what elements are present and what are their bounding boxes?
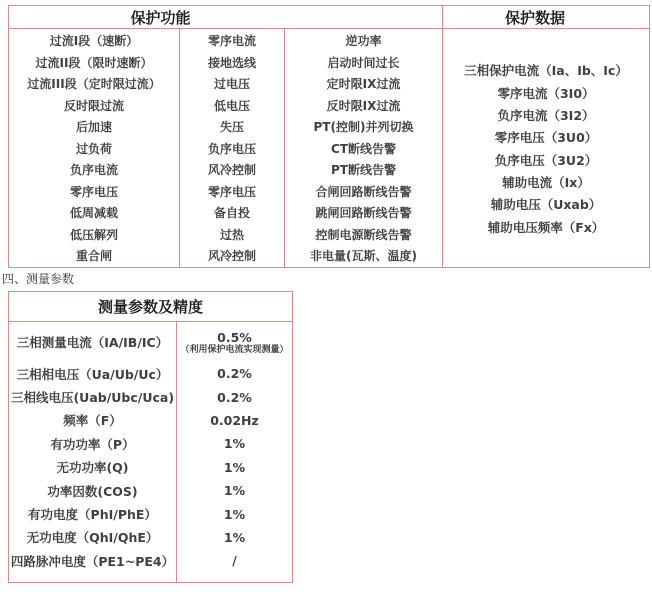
- protection-item: 过热: [219, 227, 244, 242]
- measurement-param-empty: [9, 573, 177, 582]
- protection-item: 反时限IX过流: [326, 98, 401, 113]
- protection-item: PT(控制)并列切换: [313, 120, 414, 135]
- protection-item: 风冷控制: [207, 163, 256, 178]
- protection-data-column: [443, 29, 649, 267]
- protection-item: 失压: [219, 120, 244, 135]
- measurement-param: 有功电度（PhI/PhE）: [9, 502, 177, 525]
- protection-item: 非电量(瓦斯、温度): [310, 249, 417, 264]
- measurement-value-cell: [177, 322, 292, 362]
- protection-table-header-row: [9, 6, 649, 29]
- protection-data-item: 负序电流（3I2）: [497, 107, 595, 123]
- measurement-param: 有功功率（P）: [9, 432, 177, 455]
- protection-item: 逆功率: [345, 34, 382, 49]
- protection-functions-column-1: [9, 29, 180, 267]
- measurement-value: 0.5%: [217, 329, 252, 345]
- protection-item: 接地选线: [207, 55, 256, 70]
- measurement-row: [9, 456, 292, 479]
- protection-functions-column-2: [180, 29, 285, 267]
- protection-item: 控制电源断线告警: [315, 227, 412, 242]
- measurement-param: 无功电度（QhI/QhE）: [9, 526, 177, 549]
- protection-data-item: 三相保护电流（Ia、Ib、Ic）: [464, 63, 628, 79]
- measurement-row: [9, 409, 292, 432]
- protection-functions-column-3: [285, 29, 443, 267]
- protection-data-item: 负序电压（3U2）: [494, 152, 598, 168]
- protection-data-item: 辅助电流（Ix）: [502, 175, 590, 191]
- protection-data-item: 零序电流（3I0）: [497, 85, 595, 101]
- protection-item: 备自投: [213, 206, 250, 221]
- measurement-table-filler-row: [9, 573, 292, 582]
- protection-item: CT断线告警: [331, 141, 396, 156]
- measurement-value: /: [232, 553, 237, 569]
- measurement-row: [9, 432, 292, 455]
- measurement-value: 1%: [223, 529, 246, 545]
- measurement-value: 0.2%: [217, 366, 252, 382]
- protection-item: 重合闸: [75, 249, 112, 264]
- measurement-value: 1%: [223, 436, 246, 452]
- measurement-value: 1%: [223, 459, 246, 475]
- measurement-table-header: 测量参数及精度: [9, 292, 292, 322]
- measurement-value-empty: [177, 573, 292, 582]
- protection-item: 负序电流: [69, 163, 118, 178]
- measurement-value: 1%: [223, 483, 246, 499]
- measurement-row: [9, 385, 292, 408]
- protection-item: 过流I段（速断）: [49, 34, 139, 49]
- protection-item: 过负荷: [75, 141, 112, 156]
- protection-data-item: 辅助电压频率（Fx）: [487, 219, 605, 235]
- measurement-param: 三相线电压(Uab/Ubc/Uca): [9, 385, 177, 408]
- protection-item: PT断线告警: [331, 163, 396, 178]
- protection-item: 合闸回路断线告警: [315, 184, 412, 199]
- measurement-value-note: （利用保护电流实现测量）: [180, 344, 289, 355]
- protection-item: 风冷控制: [207, 249, 256, 264]
- measurement-param: 频率（F）: [9, 409, 177, 432]
- protection-item: 零序电压: [69, 184, 118, 199]
- measurement-param: 功率因数(COS): [9, 479, 177, 502]
- protection-item: 定时限IX过流: [326, 77, 401, 92]
- protection-item: 后加速: [75, 120, 112, 135]
- protection-data-item: 零序电压（3U0）: [494, 130, 598, 146]
- section-label: 四、测量参数: [2, 272, 75, 286]
- protection-item: 低周减载: [69, 206, 118, 221]
- protection-functions-header: 保护功能: [9, 6, 443, 28]
- protection-item: 零序电压: [207, 184, 256, 199]
- measurement-param: 四路脉冲电度（PE1~PE4）: [9, 549, 177, 572]
- protection-data-header: 保护数据: [504, 8, 565, 27]
- protection-item: 过流II段（限时速断）: [35, 55, 153, 70]
- measurement-row: [9, 479, 292, 502]
- protection-item: 过电压: [213, 77, 250, 92]
- measurement-value: 0.02Hz: [210, 412, 259, 428]
- protection-data-item: 辅助电压（Uxab）: [490, 197, 602, 213]
- measurement-param: 三相相电压（Ua/Ub/Uc）: [9, 362, 177, 385]
- measurement-table: [8, 291, 293, 583]
- measurement-row: [9, 502, 292, 525]
- protection-item: 跳闸回路断线告警: [315, 206, 412, 221]
- measurement-row: [9, 362, 292, 385]
- protection-item: 反时限过流: [63, 98, 124, 113]
- protection-item: 启动时间过长: [327, 55, 400, 70]
- measurement-row: [9, 549, 292, 572]
- protection-table-body: [9, 29, 649, 267]
- measurement-value: 1%: [223, 506, 246, 522]
- protection-item: 零序电流: [207, 34, 256, 49]
- measurement-value: 0.2%: [217, 389, 252, 405]
- protection-item: 负序电压: [207, 141, 256, 156]
- measurement-row: [9, 526, 292, 549]
- measurement-param: 无功功率(Q): [9, 456, 177, 479]
- protection-table: [8, 5, 650, 268]
- protection-item: 低压解列: [69, 227, 118, 242]
- measurement-row: [9, 322, 292, 362]
- protection-item: 低电压: [213, 98, 250, 113]
- protection-item: 过流III段（定时限过流）: [27, 77, 161, 92]
- measurement-param: 三相测量电流（IA/IB/IC）: [9, 322, 177, 362]
